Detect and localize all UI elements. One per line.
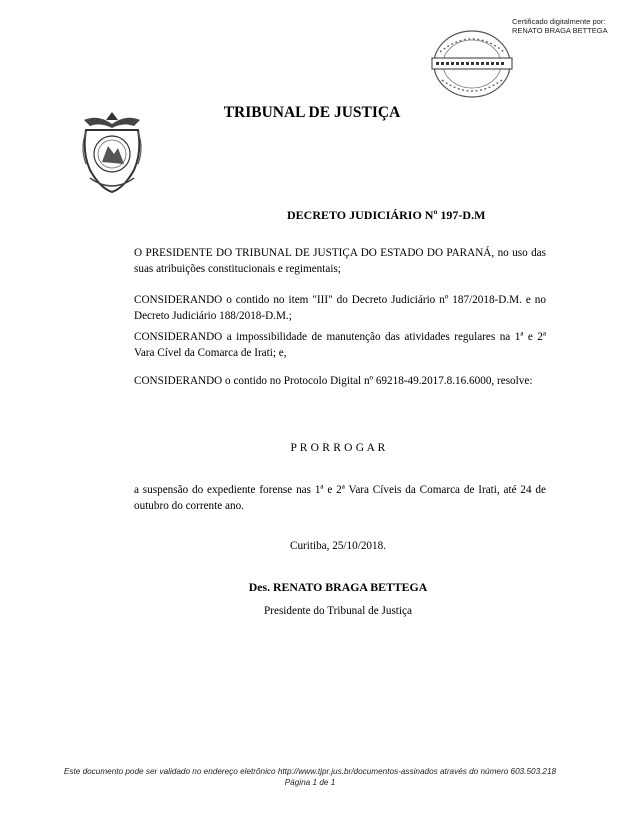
certificate-signer: RENATO BRAGA BETTEGA — [512, 25, 608, 35]
paragraph-considering-3: CONSIDERANDO o contido no Protocolo Digital nº 69218-49.2017.8.16.6000, resolve: — [134, 375, 533, 387]
paragraph-resolution: a suspensão do expediente forense nas 1ª e 2ª Vara Cíveis da Comarca de Irati, até 24 de outubro do corrente ano. — [134, 484, 546, 512]
decree-number: DECRETO JUDICIÁRIO Nº 197-D.M — [287, 208, 486, 222]
digital-certificate-note — [512, 18, 608, 35]
paragraph-president: O PRESIDENTE DO TRIBUNAL DE JUSTIÇA DO ESTADO DO PARANÁ, no uso das suas atribuições constitucionais e regimentais; — [134, 247, 546, 275]
certificate-label: Certificado digitalmente por: — [512, 17, 606, 26]
paragraph-considering-1: CONSIDERANDO o contido no item "III" do Decreto Judiciário nº 187/2018-D.M. e no Decreto Judiciário 188/2018-D.M.; — [134, 294, 546, 322]
paragraph-considering-2: CONSIDERANDO a impossibilidade de manutenção das atividades regulares na 1ª e 2ª Vara Cível da Comarca de Irati; e, — [134, 331, 546, 359]
validation-note: Este documento pode ser validado no endereço eletrônico http://www.tjpr.jus.br/documentos-assinados através do número 603.503.218 — [63, 767, 557, 776]
digital-signature-seal-icon — [426, 24, 518, 104]
signer-name: Des. RENATO BRAGA BETTEGA — [248, 580, 428, 594]
court-title: TRIBUNAL DE JUSTIÇA — [223, 104, 401, 121]
page-number: Página 1 de 1 — [284, 778, 336, 787]
validation-footer — [0, 766, 620, 788]
place-and-date: Curitiba, 25/10/2018. — [289, 540, 387, 552]
decree-verb: P R O R R O G A R — [290, 442, 386, 454]
signer-role: Presidente do Tribunal de Justiça — [264, 605, 412, 617]
